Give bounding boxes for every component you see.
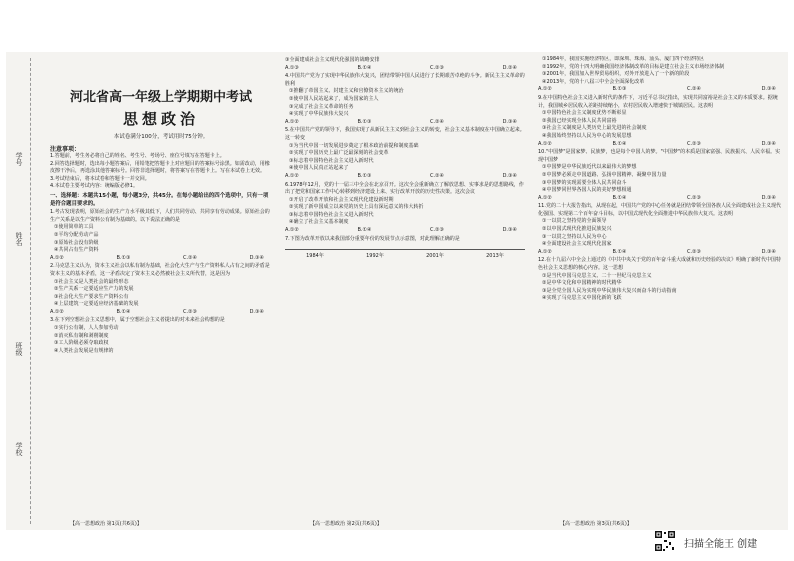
margin-label: 学校 [15, 442, 23, 456]
page-footer: 【高一思想政治 第3页(共6页)】 [560, 521, 632, 527]
answer-choice: C.②④ [429, 172, 445, 179]
option: ④共同占有生产资料 [54, 247, 99, 254]
option: ③标志着中国特色社会主义进入新时代 [289, 157, 374, 164]
answer-choice: A.①② [50, 308, 64, 315]
notice-heading: 注意事项： [50, 146, 81, 153]
option: ②我国已经实现全体人民共同富裕 [542, 117, 617, 124]
answer-choice: C.②③ [429, 227, 445, 234]
option: ③社会主义制度是人类历史上最先进的社会制度 [542, 125, 647, 132]
answer-choice: A.①② [538, 194, 552, 201]
page-footer: 【高一思想政治 第1页(共6页)】 [70, 521, 142, 527]
answer-choice: A.①② [50, 254, 64, 261]
margin-label: 班级 [15, 342, 23, 356]
question-5: 5.在中国共产党的领导下，我国实现了从新民主主义到社会主义的转变，社会主义基本制度在中国确立起来。这一转变 [285, 127, 525, 141]
option: ④使中国人民真正站起来了 [289, 165, 349, 172]
option: ③完成了社会主义革命的任务 [289, 103, 354, 110]
option: ②使中国人民站起来了，成为国家的主人 [289, 95, 379, 102]
answer-row [285, 173, 525, 181]
option: ②中国梦必须走中国道路、弘扬中国精神、凝聚中国力量 [542, 171, 667, 178]
page-2 [285, 56, 525, 524]
notice-item: 1.答题前，考生务必将自己的姓名、考生号、考场号、座位号填写在答题卡上。 [50, 153, 225, 159]
option: ②生产关系一定要适应生产力的发展 [54, 286, 134, 293]
option: ②平均分配劳动产品 [54, 231, 99, 238]
answer-choice: A.①② [285, 118, 299, 125]
option: ④确立了社会主义基本制度 [289, 219, 349, 226]
question-12: 12.在十九届六中全会上通过的《中共中央关于党的百年奋斗重大成就和历史经验的决议》明确了新时代中国特色社会主义思想的核心内容。这一思想 [538, 257, 781, 272]
option: ③一以贯之坚持以人民为中心 [542, 233, 607, 240]
margin-label: 学号 [15, 152, 23, 166]
answer-choice: B.①④ [612, 140, 627, 147]
question-11: 11.党的二十大报告指出，从现在起，中国共产党的中心任务就是团结带领全国各族人民全面建成社会主义现代化强国、实现第二个百年奋斗目标，以中国式现代化全面推进中华民族伟大复兴。这表明 [538, 203, 781, 217]
answer-choice: D.③④ [502, 118, 517, 125]
option: ③是全党全国人民为实现中华民族伟大复兴而奋斗的行动指南 [542, 287, 677, 294]
answer-row [50, 309, 272, 317]
option: ③社会化大生产要求生产资料公有 [54, 293, 129, 300]
answer-choice: A.①② [285, 172, 299, 179]
question-7: 7.下图为改革开放以来我国部分重要年份的发展节点示意图，对此理解正确的是 [285, 235, 460, 242]
answer-choice: B.①④ [357, 64, 372, 71]
option: ④全面建设社会主义现代化国家 [542, 241, 612, 248]
exam-meta: 本试卷满分100分，考试用时75分钟。 [113, 134, 209, 140]
answer-choice: B.①④ [612, 194, 627, 201]
option: ④中国梦同世界各国人民的美好梦想相通 [542, 187, 632, 194]
answer-choice: A.①③ [285, 64, 299, 71]
answer-choice: D.③④ [761, 140, 776, 147]
answer-choice: B.①④ [612, 248, 627, 255]
option: ①为当代中国一切发展进步奠定了根本政治前提和制度基础 [289, 142, 419, 149]
answer-choice: D.③④ [761, 248, 776, 255]
answer-choice: C.②④ [182, 254, 198, 261]
answer-row [285, 227, 525, 235]
answer-choice: B.①④ [116, 308, 131, 315]
page-footer: 【高一思想政治 第2页(共6页)】 [310, 521, 382, 527]
option: ③中国梦的实现需要全体人民共同奋斗 [542, 179, 627, 186]
answer-row [538, 195, 784, 203]
timeline-year: 2013年 [486, 253, 504, 260]
exam-title: 河北省高一年级上学期期中考试 [69, 90, 252, 105]
answer-choice: D.②④ [502, 64, 517, 71]
option: ④上层建筑一定要适应经济基础的发展 [54, 301, 139, 308]
exam-subject: 思想政治 [122, 110, 199, 128]
option: ①使用简单的工具 [54, 224, 94, 231]
scanner-brand: 扫描全能王 创建 [684, 539, 758, 550]
option: ①一以贯之坚持党的全面领导 [542, 218, 607, 225]
option: ①社会主义是人类社会的最终形态 [54, 278, 129, 285]
timeline [285, 249, 525, 259]
answer-choice: C.②④ [429, 118, 445, 125]
answer-choice: B.①③ [116, 254, 131, 261]
timeline-year: 1992年 [366, 253, 384, 260]
answer-choice: A.①② [538, 86, 552, 93]
answer-choice: B.①④ [357, 227, 372, 234]
option: ②是中华文化和中国精神的时代精华 [542, 280, 622, 287]
option: ②1992年，党的十四大明确我国经济体制改革的目标是建立社会主义市场经济体制 [542, 63, 725, 70]
option: ②实现了中国历史上最广泛最深刻的社会变革 [289, 150, 389, 157]
answer-choice: D.③④ [249, 254, 264, 261]
margin-label: 姓名 [15, 232, 23, 246]
answer-row [285, 65, 525, 73]
answer-choice: C.②③ [182, 308, 198, 315]
answer-choice: A.①② [538, 140, 552, 147]
answer-row [50, 255, 272, 263]
answer-choice: A.①② [538, 248, 552, 255]
answer-choice: D.③④ [761, 86, 776, 93]
cut-line [30, 58, 31, 524]
option: ①中国特色社会主义制度优势不断彰显 [542, 110, 627, 117]
section-heading: 一、选择题：本题共15小题，每小题3分，共45分。在每小题给出的四个选项中，只有一项是符合题目要求的。 [50, 192, 269, 207]
answer-choice: B.①③ [357, 172, 372, 179]
option: ①中国梦是中华民族近代以来最伟大的梦想 [542, 164, 637, 171]
option: ①实行公有制，人人参加劳动 [54, 325, 119, 332]
option: ②实现了新中国成立以来党的历史上具有深远意义的伟大转折 [289, 204, 424, 211]
answer-choice: C.②③ [686, 194, 702, 201]
carryover-line: ③全面建成社会主义现代化强国的战略安排 [285, 57, 380, 63]
option: ①开启了改革开放和社会主义现代化建设新时期 [289, 196, 394, 203]
option: ③标志着中国特色社会主义进入新时代 [289, 211, 374, 218]
option: ④我国始终坚持以人民为中心的发展思想 [542, 132, 632, 139]
question-1: 1.考古发现表明，原始社会的生产力水平极其低下，人们共同劳动、共同享有劳动成果。原始社会的生产关系是以生产资料公有制为基础的。以下说法正确的是 [50, 209, 270, 223]
question-10: 10."中国梦"是国家梦、民族梦，也是每个中国人的梦。"中国梦"的本质是国家富强、民族振兴、人民幸福。实现中国梦 [538, 149, 781, 163]
notice-item: 2.回答选择题时，选出每小题答案后，用铅笔把答题卡上对应题目的答案标号涂黑。如需改动，用橡皮擦干净后，再选涂其他答案标号。回答非选择题时，将答案写在答题卡上。写在本试卷上无效。 [50, 160, 270, 175]
question-6: 6.1978年12月，党的十一届三中全会在北京召开。这次全会重新确立了解放思想、实事求是的思想路线，作出了把党和国家工作中心转移到经济建设上来、实行改革开放的历史性决策。这次会议 [285, 181, 524, 196]
answer-row [538, 249, 784, 257]
option: ④2013年，党的十八届三中全会全面深化改革 [542, 78, 645, 85]
question-9: 9.在中国特色社会主义进入新时代的条件下，习近平总书记指出，实现共同富裕是社会主义的本质要求。据统计，我国城乡居民收入差距持续缩小，农村居民收入增速快于城镇居民。这表明 [538, 94, 778, 109]
timeline-year: 2001年 [426, 253, 444, 260]
notice-item: 3.考试结束后，将本试卷和答题卡一并交回。 [50, 175, 150, 182]
option: ②以中国式现代化推进民族复兴 [542, 226, 612, 233]
question-4: 4.中国共产党为了实现中华民族伟大复兴，团结带领中国人民进行了长期艰苦卓绝的斗争。新民主主义革命的胜利 [285, 73, 525, 87]
option: ③工人阶级必须夺取政权 [54, 340, 109, 347]
binding-margin [6, 52, 44, 530]
answer-choice: C.②④ [686, 86, 702, 93]
answer-row [538, 86, 784, 94]
answer-choice: A.①② [285, 227, 299, 234]
notice-item: 4.本试卷主要考试内容：统编版必修1。 [50, 183, 138, 190]
option: ②消灭私有制和剥削制度 [54, 332, 109, 339]
page-3 [538, 56, 784, 524]
option: ③原始社会没有阶级 [54, 239, 99, 246]
answer-choice: D.③④ [249, 308, 264, 315]
answer-choice: C.②③ [429, 64, 445, 71]
option: ④实现了中华民族伟大复兴 [289, 111, 349, 118]
page-1 [50, 56, 272, 524]
option: ④人类社会发展是有规律的 [54, 347, 114, 354]
qr-code-icon [654, 530, 676, 552]
answer-choice: B.①③ [612, 86, 627, 93]
answer-choice: D.③④ [502, 227, 517, 234]
answer-choice: B.①③ [357, 118, 372, 125]
answer-choice: C.②③ [686, 248, 702, 255]
option: ①1984年，我国实施经济特区，即深圳、珠海、汕头、厦门四个经济特区 [542, 56, 705, 62]
option: ①是当代中国马克思主义、二十一世纪马克思主义 [542, 272, 652, 279]
question-2: 2.马克思主义认为，资本主义社会以私有制为基础，社会化大生产与生产资料私人占有之间的矛盾是资本主义的基本矛盾，这一矛盾决定了资本主义必然被社会主义所代替，这是因为 [50, 263, 270, 277]
answer-row [285, 119, 525, 127]
answer-choice: D.③④ [761, 194, 776, 201]
question-3: 3.在下列空想社会主义思想中，属于空想社会主义者提出的对未来社会构想的是 [50, 317, 225, 324]
answer-row [538, 141, 784, 149]
option: ④实现了马克思主义中国化新的飞跃 [542, 295, 622, 302]
timeline-year: 1984年 [306, 253, 324, 260]
option: ①推翻了帝国主义、封建主义和官僚资本主义的统治 [289, 88, 404, 95]
answer-choice: D.③④ [502, 172, 517, 179]
answer-choice: C.②③ [686, 140, 702, 147]
option: ③2001年，我国加入世界贸易组织，对外开放进入了一个新的阶段 [542, 71, 690, 78]
